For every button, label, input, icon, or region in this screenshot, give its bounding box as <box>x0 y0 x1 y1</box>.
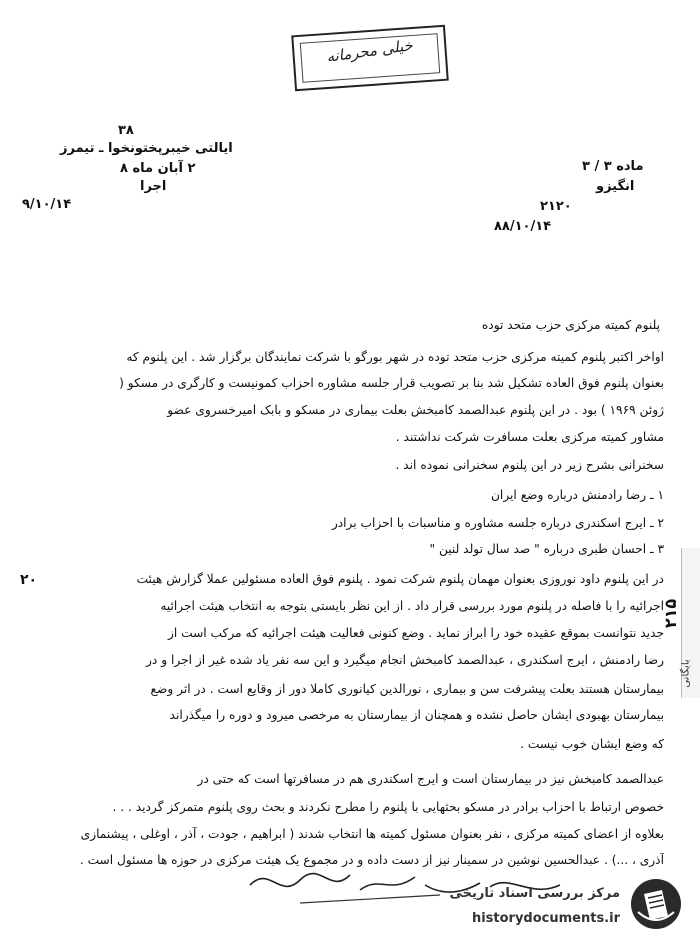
body-line: آذری ، ...) . عبدالحسین نوشین در سمینار نیز از دست داده و در مجموع یک هیئت مرکزی در حوزه ها مسئول است . <box>79 853 664 867</box>
right-header-line-2: انگیزو <box>596 179 635 194</box>
right-header-line-1: ماده ۳ / ۳ <box>582 159 644 174</box>
body-line: ۳ ـ احسان طبری درباره " صد سال تولد لنین " <box>429 542 664 556</box>
left-header-line-2: ایالتی خیبرپختونخوا ـ تیمرز <box>60 141 233 156</box>
left-header-line-3: ۲ آبان ماه ۸ <box>120 161 196 176</box>
body-line: خصوص ارتباط با احزاب برادر در مسکو بحثهایی با پلنوم را مطرح نکردند و بحث روی پلنوم متمرکز گردید . . . <box>112 800 664 814</box>
document-archive-icon <box>628 876 684 932</box>
body-line: اجرائیه را با فاصله در پلنوم مورد بررسی قرار داد . از این نظر بایستی بتوجه به انتخاب هیئت اجرائیه <box>160 599 664 613</box>
body-line-title: پلنوم کمیته مرکزی حزب متحد توده <box>481 318 660 332</box>
body-line: سخنرانی بشرح زیر در این پلنوم سخنرانی نموده اند . <box>395 458 664 472</box>
left-header-line-1: ۳۸ <box>118 123 134 138</box>
body-line: بیمارستان هستند بعلت پیشرفت سن و بیماری ، نورالدین کیانوری کاملا دور از وقایع است . در اثر وضع <box>150 682 664 696</box>
watermark-title: مرکز بررسی اسناد تاریخی <box>449 886 620 901</box>
body-line: ۱ ـ رضا رادمنش درباره وضع ایران <box>490 488 664 502</box>
stamp-text: خیلی محرمانه <box>325 36 414 66</box>
left-header-date: ۹/۱۰/۱۴ <box>22 197 72 212</box>
body-line: عبدالصمد کامبخش نیز در بیمارستان است و ایرج اسکندری هم در مسافرتها است که حتی در <box>197 772 664 786</box>
left-header-line-4: اجرا <box>140 179 167 194</box>
margin-handwritten-word: بایگانی <box>680 659 692 688</box>
body-line: در این پلنوم داود نوروزی بعنوان مهمان پلنوم شرکت نمود . پلنوم فوق العاده مسئولین عملا گزارش هیئت <box>136 572 664 586</box>
body-line: بعلاوه از اعضای کمیته مرکزی ، نفر بعنوان مسئول کمیته ها انتخاب شدند ( ابراهیم ، جودت ، آذر ، اوغلی ، پیشنمازی <box>80 827 664 841</box>
signature-scribble <box>240 855 620 915</box>
body-line: بعنوان پلنوم فوق العاده تشکیل شد بنا بر تصویب قرار جلسه مشاوره احزاب کمونیست و کارگری در مسکو ( <box>119 376 664 390</box>
watermark-url: historydocuments.ir <box>471 911 620 926</box>
body-line: بیمارستان بهبودی ایشان حاصل نشده و همچنان از بیمارستان به مرخصی میرود و دوره را میگذراند <box>169 708 664 722</box>
body-line: ژوئن ۱۹۶۹ ) بود . در این پلنوم عبدالصمد کامبخش بعلت بیماری در مسکو و بابک امیرخسروی عضو <box>167 403 664 417</box>
right-header-line-4: ۸۸/۱۰/۱۴ <box>494 219 552 234</box>
body-line: جدید نتوانست بموقع عقیده خود را ابراز نماید . وضع کنونی فعالیت هیئت اجرائیه که مرکب است از <box>167 626 664 640</box>
body-line: ۲ ـ ایرج اسکندری درباره جلسه مشاوره و مناسبات با احزاب برادر <box>331 516 664 530</box>
margin-handwritten-number: ۲۱۵ <box>661 598 681 629</box>
body-line: رضا رادمنش ، ایرج اسکندری ، عبدالصمد کامبخش انجام میگیرد و این سه نفر یاد شده غیر از اجرا و در <box>146 653 664 667</box>
classification-stamp <box>291 25 449 92</box>
body-line: اواخر اکتبر پلنوم کمیته مرکزی حزب متحد توده در شهر بورگو با شرکت نمایندگان برگزار شد . این پلنوم که <box>126 350 664 364</box>
body-line: مشاور کمیته مرکزی بعلت مسافرت شرکت نداشتند . <box>395 430 664 444</box>
body-line: که وضع ایشان خوب نیست . <box>520 737 664 751</box>
right-header-line-3: ۲۱۲۰ <box>540 199 572 214</box>
paragraph-number-mark: ۲۰ <box>20 572 38 588</box>
